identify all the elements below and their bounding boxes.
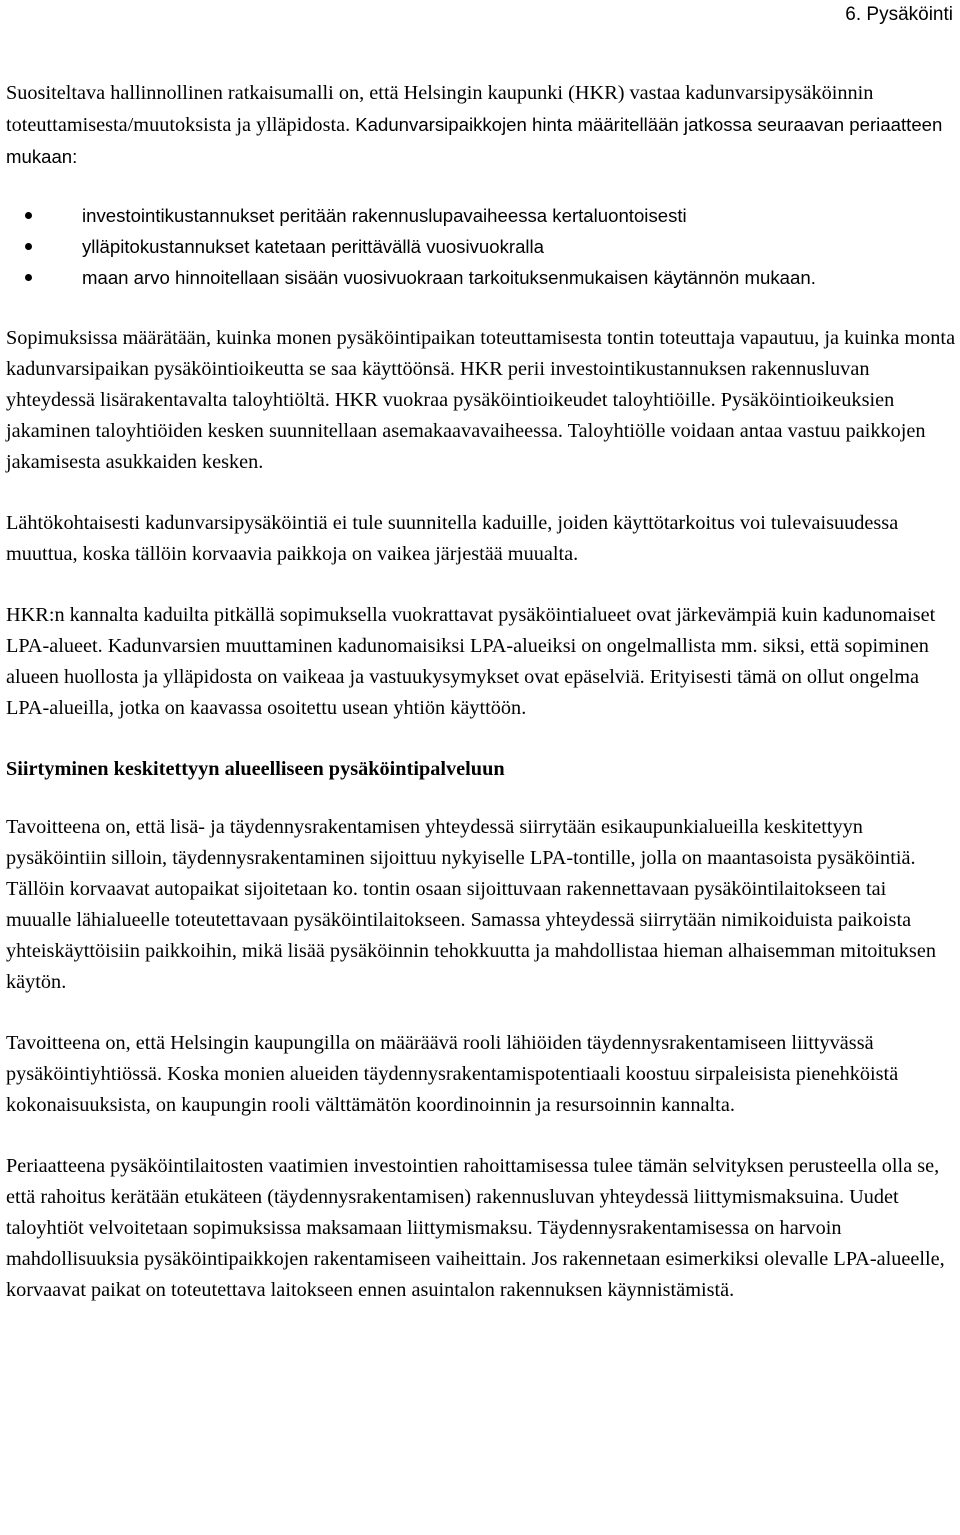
list-item-text: ylläpitokustannukset katetaan perittävällä vuosivuokralla xyxy=(82,236,545,257)
list-item-text: maan arvo hinnoitellaan sisään vuosivuokraan tarkoituksenmukaisen käytännön mukaan. xyxy=(82,267,816,288)
pricing-bullet-list xyxy=(6,200,956,293)
list-item xyxy=(6,200,956,231)
intro-text-serif: Suositeltava hallinnollinen ratkaisumalli on, että Helsingin kaupunki (HKR) vastaa kadunvarsipysäköinnin toteuttamisesta/muutoksista ja ylläpidosta. xyxy=(6,82,874,136)
body-paragraph: Tavoitteena on, että Helsingin kaupungilla on määräävä rooli lähiöiden täydennysrakentamiseen liittyvässä pysäköintiyhtiössä. Koska monien alueiden täydennysrakentamispotentiaali koostuu sirpaleisista pienehköistä kokonaisuuksista, on kaupungin rooli välttämätön koordinoinnin ja resursoinnin kannalta. xyxy=(6,1032,899,1116)
list-item xyxy=(6,231,956,262)
document-body xyxy=(6,78,956,1306)
intro-paragraph xyxy=(6,78,956,173)
section-heading: Siirtyminen keskitettyyn alueelliseen pysäköintipalveluun xyxy=(6,758,505,780)
body-paragraph: Lähtökohtaisesti kadunvarsipysäköintiä ei tule suunnitella kaduille, joiden käyttötarkoitus voi tulevaisuudessa muuttua, koska tällöin korvaavia paikkoja on vaikea järjestää muualta. xyxy=(6,512,899,565)
body-paragraph: HKR:n kannalta kaduilta pitkällä sopimuksella vuokrattavat pysäköintialueet ovat järkevämpiä kuin kadunomaiset LPA-alueet. Kadunvarsien muuttaminen kadunomaisiksi LPA-alueiksi on ongelmallista mm. siksi, että sopiminen alueen huollosta ja ylläpidosta on vaikeaa ja vastuukysymykset ovat epäselviä. Erityisesti tämä on ollut ongelma LPA-alueilla, jotka on kaavassa osoitettu usean yhtiön käyttöön. xyxy=(6,604,936,719)
bullet-dot-icon xyxy=(25,212,32,219)
body-paragraph: Periaatteena pysäköintilaitosten vaatimien investointien rahoittamisessa tulee tämän selvityksen perusteella olla se, että rahoitus kerätään etukäteen (täydennysrakentamisen) rakennusluvan yhteydessä liittymismaksuina. Uudet taloyhtiöt velvoitetaan sopimuksissa maksamaan liittymismaksu. Täydennysrakentamisessa on harvoin mahdollisuuksia pysäköintipaikkojen rakentamiseen vaiheittain. Jos rakennetaan esimerkiksi olevalle LPA-alueelle, korvaavat paikat on toteutettava laitokseen ennen asuintalon rakennuksen käynnistämistä. xyxy=(6,1155,945,1301)
bullet-dot-icon xyxy=(25,274,32,281)
section-label: 6. Pysäköinti xyxy=(845,4,953,25)
bullet-dot-icon xyxy=(25,243,32,250)
body-paragraph: Tavoitteena on, että lisä- ja täydennysrakentamisen yhteydessä siirrytään esikaupunkialueilla keskitettyyn pysäköintiin silloin, täydennysrakentaminen sijoittuu nykyiselle LPA-tontille, jolla on maantasoista pysäköintiä. Tällöin korvaavat autopaikat sijoitetaan ko. tontin osaan sijoittuvaan rakennettavaan pysäköintilaitokseen tai muualle lähialueelle toteutettavaan pysäköintilaitokseen. Samassa yhteydessä siirrytään nimikoiduista paikoista yhteiskäyttöisiin paikkoihin, mikä lisää pysäköinnin tehokkuutta ja mahdollistaa hieman alhaisemman mitoituksen käytön. xyxy=(6,816,936,993)
running-header xyxy=(845,4,953,26)
intro-text-sans: Kadunvarsipaikkojen hinta määritellään jatkossa seuraavan periaatteen mukaan: xyxy=(6,114,943,167)
list-item xyxy=(6,262,956,293)
body-paragraph: Sopimuksissa määrätään, kuinka monen pysäköintipaikan toteuttamisesta tontin toteuttaja vapautuu, ja kuinka monta kadunvarsipaikan pysäköintioikeutta se saa käyttöönsä. HKR perii investointikustannuksen rakennusluvan yhteydessä lisärakentavalta taloyhtiöltä. HKR vuokraa pysäköintioikeudet taloyhtiöille. Pysäköintioikeuksien jakaminen taloyhtiöiden kesken suunnitellaan asemakaavavaiheessa. Taloyhtiölle voidaan antaa vastuu paikkojen jakamisesta asukkaiden kesken. xyxy=(6,327,956,473)
list-item-text: investointikustannukset peritään rakennuslupavaiheessa kertaluontoisesti xyxy=(82,205,687,226)
